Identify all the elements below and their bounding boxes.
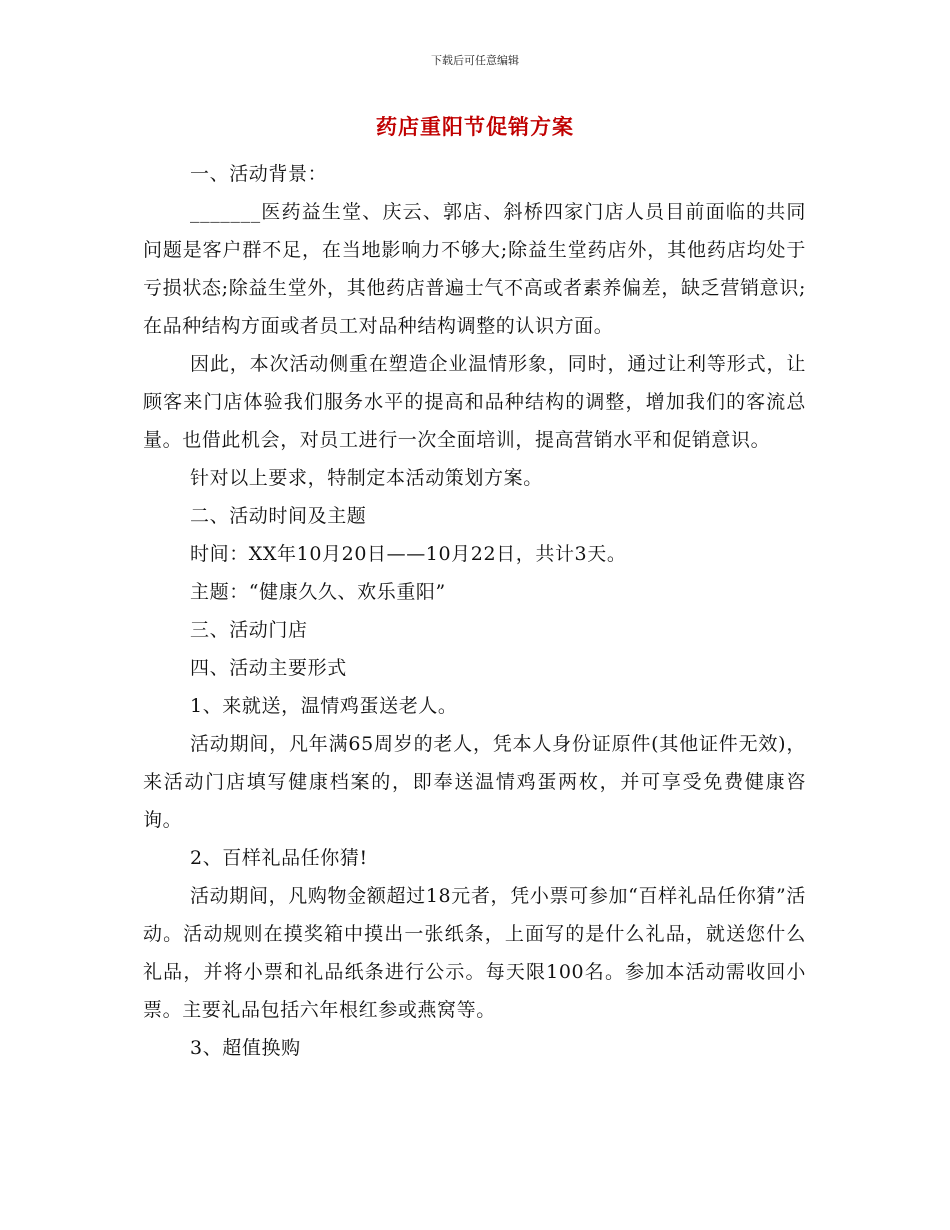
- paragraph-purpose: 因此，本次活动侧重在塑造企业温情形象，同时，通过让利等形式，让顾客来门店体验我们服务水平的提高和品种结构的调整，增加我们的客流总量。也借此机会，对员工进行一次全面培训，提高营销水平和促销意识。: [143, 353, 806, 451]
- paragraph-eggs: 活动期间，凡年满65周岁的老人，凭本人身份证原件(其他证件无效)，来活动门店填写健康档案的，即奉送温情鸡蛋两枚，并可享受免费健康咨询。: [143, 733, 806, 831]
- subheading-eggs: 1、来就送，温情鸡蛋送老人。: [190, 695, 458, 717]
- subheading-exchange: 3、超值换购: [190, 1037, 301, 1059]
- heading-stores: 三、活动门店: [190, 619, 308, 641]
- paragraph-plan-statement: 针对以上要求，特制定本活动策划方案。: [190, 467, 543, 489]
- paragraph-time: 时间：XX年10月20日——10月22日，共计3天。: [190, 543, 627, 565]
- document-title: 药店重阳节促销方案: [376, 114, 574, 139]
- heading-background: 一、活动背景：: [190, 163, 328, 185]
- paragraph-background: _______医药益生堂、庆云、郭店、斜桥四家门店人员目前面临的共同问题是客户群不足，在当地影响力不够大;除益生堂药店外，其他药店均处于亏损状态;除益生堂外，其他药店普遍士气不高或者素养偏差，缺乏营销意识;在品种结构方面或者员工对品种结构调整的认识方面。: [143, 201, 806, 337]
- paragraph-theme: 主题：“健康久久、欢乐重阳”: [190, 581, 446, 603]
- document-body: [143, 155, 806, 1067]
- header-note: 下载后可任意编辑: [431, 54, 519, 67]
- subheading-gifts: 2、百样礼品任你猜!: [190, 847, 368, 869]
- heading-time-theme: 二、活动时间及主题: [190, 505, 367, 527]
- paragraph-gifts: 活动期间，凡购物金额超过18元者，凭小票可参加“百样礼品任你猜”活动。活动规则在摸奖箱中摸出一张纸条，上面写的是什么礼品，就送您什么礼品，并将小票和礼品纸条进行公示。每天限100名。参加本活动需收回小票。主要礼品包括六年根红参或燕窝等。: [143, 885, 806, 1021]
- heading-forms: 四、活动主要形式: [190, 657, 347, 679]
